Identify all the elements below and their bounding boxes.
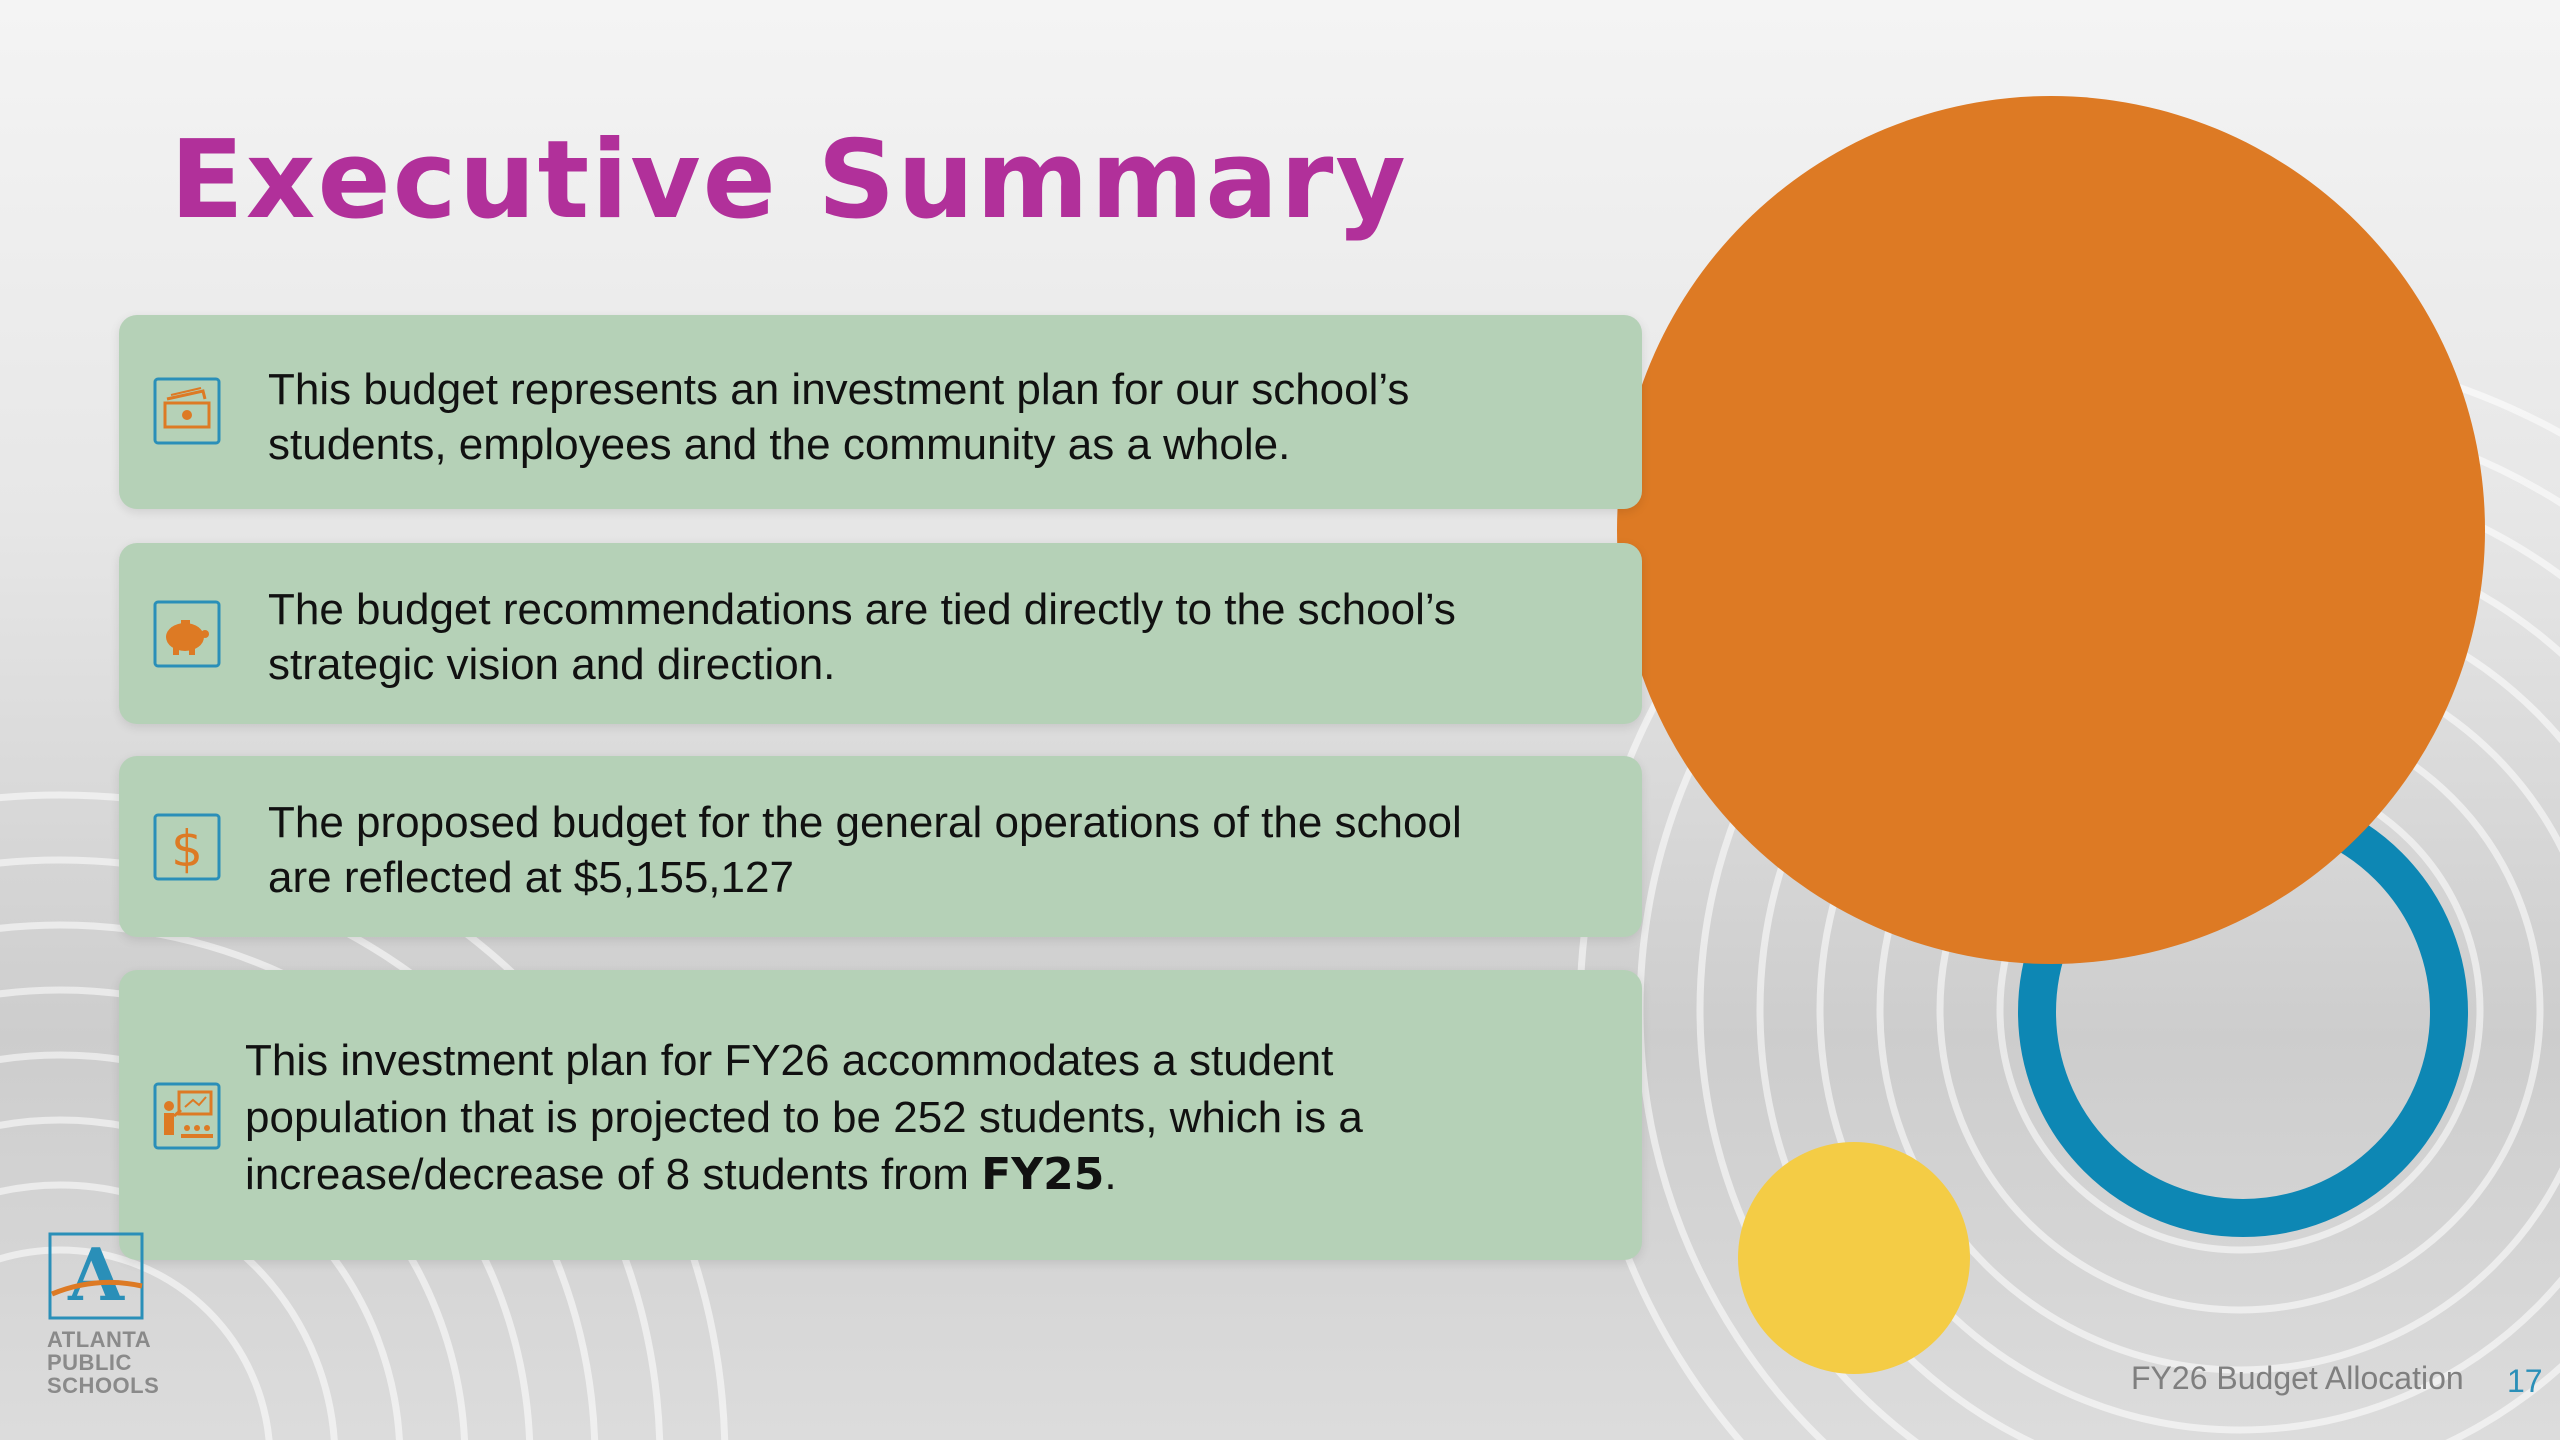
summary-card-investment [119, 315, 1642, 509]
logo-line: ATLANTA [47, 1327, 152, 1352]
sentence-end: . [1104, 1150, 1117, 1199]
dollar-sign-icon [153, 813, 221, 881]
logo-wordmark [47, 1328, 159, 1397]
summary-card-text [268, 795, 1598, 905]
orange-circle-shape [1617, 96, 2485, 964]
logo-line: SCHOOLS [47, 1373, 160, 1398]
text-line: increase/decrease of 8 students from [245, 1150, 982, 1199]
text-line: This investment plan for FY26 accommodates a student [245, 1036, 1334, 1085]
page-title: Executive Summary [170, 118, 1408, 243]
piggy-bank-icon [153, 600, 221, 668]
classroom-icon [153, 1082, 221, 1150]
text-line: students, employees and the community as a whole. [268, 420, 1291, 469]
page-number: 17 [2507, 1363, 2543, 1399]
summary-card-text [268, 582, 1598, 692]
text-line: The proposed budget for the general operations of the school [268, 798, 1462, 847]
text-line: The budget recommendations are tied directly to the school’s [268, 585, 1456, 634]
footer-label: FY26 Budget Allocation [2131, 1360, 2464, 1396]
svg-text:$: $ [171, 820, 203, 878]
yellow-circle-shape [1738, 1142, 1970, 1374]
summary-card-enrollment [119, 970, 1642, 1260]
text-line: This budget represents an investment plan for our school’s [268, 365, 1410, 414]
summary-card-text [245, 1032, 1575, 1203]
atlanta-public-schools-logo [46, 1228, 148, 1328]
text-line: are reflected at $5,155,127 [268, 853, 794, 902]
money-icon [153, 377, 221, 445]
fiscal-year-emphasis: FY25 [981, 1149, 1105, 1200]
summary-card-budget-amount [119, 756, 1642, 937]
svg-text:A: A [68, 1232, 124, 1317]
summary-card-strategy [119, 543, 1642, 724]
text-line: strategic vision and direction. [268, 640, 836, 689]
logo-line: PUBLIC [47, 1350, 132, 1375]
summary-card-text [268, 362, 1598, 472]
text-line: population that is projected to be 252 students, which is a [245, 1093, 1363, 1142]
